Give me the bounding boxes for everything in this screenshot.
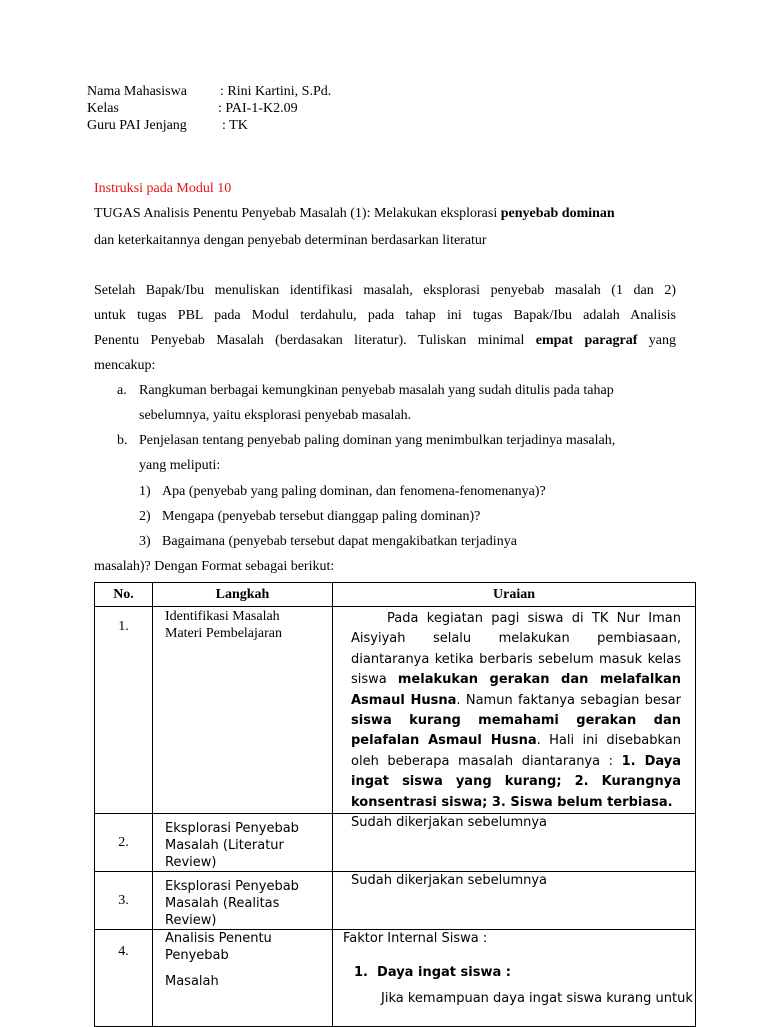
row-2-langkah — [153, 814, 333, 872]
list-a-line-1: Rangkuman berbagai kemungkinan penyebab masalah yang sudah ditulis pada tahap — [139, 383, 614, 398]
tugas-line-2: dan keterkaitannya dengan penyebab determinan berdasarkan literatur — [94, 233, 487, 248]
row-2-uraian — [333, 814, 696, 872]
table-header-row — [95, 583, 696, 607]
row-4-langkah — [153, 930, 333, 1027]
sub-1-text: Apa (penyebab yang paling dominan, dan fenomena-fenomenanya)? — [162, 484, 546, 499]
row-4-uraian-item — [343, 964, 695, 981]
tugas-line-1-bold: penyebab dominan — [500, 206, 615, 221]
table-row — [95, 872, 696, 930]
paragraph-line-3 — [94, 332, 676, 349]
row-3-langkah-line-1: Eksplorasi Penyebab — [165, 879, 299, 895]
row-4-uraian — [333, 930, 696, 1027]
row-3-no-text: 3. — [118, 892, 129, 908]
list-b-marker: b. — [117, 433, 128, 448]
paragraph-line-3-text: Penentu Penyebab Masalah (berdasakan literatur). Tuliskan minimal — [94, 333, 536, 348]
row-2-langkah-line-1: Eksplorasi Penyebab — [165, 821, 299, 837]
list-b-line-1: Penjelasan tentang penyebab paling dominan yang menimbulkan terjadinya masalah, — [139, 433, 616, 448]
row-1-uraian — [333, 607, 696, 814]
list-a-line-2: sebelumnya, yaitu eksplorasi penyebab masalah. — [139, 408, 412, 423]
row-1-uraian-text-2: . Namun faktanya sebagian besar — [456, 692, 681, 708]
row-3-no — [95, 872, 153, 930]
row-3-langkah-line-3: Review) — [165, 913, 217, 929]
row-4-no — [95, 930, 153, 1027]
row-3-langkah-line-2: Masalah (Realitas — [165, 896, 280, 912]
row-3-uraian — [333, 872, 696, 930]
row-1-uraian-bold-2: siswa kurang memahami gerakan dan pelafalan Asmaul Husna — [351, 713, 681, 749]
row-2-uraian-text: Sudah dikerjakan sebelumnya — [351, 815, 548, 831]
row-1-no — [95, 607, 153, 814]
row-1-uraian-bold-1: melakukan gerakan dan melafalkan Asmaul Husna — [351, 672, 682, 708]
row-4-langkah-line-2: Masalah — [165, 974, 219, 990]
row-1-uraian-bold-3: 1. Daya ingat siswa yang kurang; 2. Kurangnya konsentrasi siswa; 3. Siswa belum terbiasa. — [351, 753, 682, 810]
paragraph-line-3-bold: empat paragraf — [535, 333, 638, 348]
row-4-uraian-item-text: Daya ingat siswa : — [377, 965, 511, 981]
row-4-uraian-item-marker: 1. — [354, 965, 368, 981]
guru-label: Guru PAI Jenjang — [87, 118, 187, 133]
guru-value: : TK — [222, 118, 248, 133]
nama-value: : Rini Kartini, S.Pd. — [220, 84, 332, 99]
row-1-uraian-paragraph — [351, 609, 681, 813]
sub-3-marker: 3) — [139, 534, 151, 549]
row-1-uraian-text-3: . Hali ini disebabkan oleh beberapa masalah diantaranya : — [351, 733, 681, 769]
kelas-label: Kelas — [87, 101, 119, 116]
tugas-line-1-text: TUGAS Analisis Penentu Penyebab Masalah (1): Melakukan eksplorasi — [94, 206, 501, 221]
row-2-langkah-line-3: Review) — [165, 855, 217, 871]
header-langkah: Langkah — [153, 583, 333, 607]
list-b-line-2: yang meliputi: — [139, 458, 221, 473]
header-no: No. — [95, 583, 153, 607]
header-uraian: Uraian — [333, 583, 696, 607]
nama-label: Nama Mahasiswa — [87, 84, 187, 99]
paragraph-line-4: mencakup: — [94, 358, 156, 373]
row-1-langkah-line-1: Identifikasi Masalah — [165, 609, 280, 624]
table-row — [95, 607, 696, 814]
row-3-langkah — [153, 872, 333, 930]
sub-2-marker: 2) — [139, 509, 151, 524]
row-2-no — [95, 814, 153, 872]
table-row — [95, 930, 696, 1027]
row-4-langkah-line-1: Analisis Penentu Penyebab — [165, 931, 272, 964]
instruksi-title: Instruksi pada Modul 10 — [94, 181, 232, 196]
tugas-table — [94, 582, 696, 1027]
row-1-langkah — [153, 607, 333, 814]
paragraph-line-1: Setelah Bapak/Ibu menuliskan identifikasi masalah, eksplorasi penyebab masalah (1 dan 2) — [94, 283, 676, 298]
tugas-line-1 — [94, 205, 676, 222]
row-1-uraian-text-1: Pada kegiatan pagi siswa di TK Nur Iman Aisyiyah selalu melakukan pembiasaan, diantaranya ketika berbaris sebelum masuk kelas siswa — [351, 611, 681, 688]
row-2-langkah-line-2: Masalah (Literatur — [165, 838, 284, 854]
row-4-uraian-heading: Faktor Internal Siswa : — [343, 931, 488, 947]
sub-1-marker: 1) — [139, 484, 151, 499]
row-1-langkah-line-2: Materi Pembelajaran — [165, 626, 283, 641]
list-tail: masalah)? Dengan Format sebagai berikut: — [94, 559, 335, 574]
row-4-no-text: 4. — [118, 944, 129, 960]
row-4-uraian-last: Jika kemampuan daya ingat siswa kurang untuk — [381, 991, 693, 1007]
list-a-marker: a. — [117, 383, 127, 398]
paragraph-line-2: untuk tugas PBL pada Modul terdahulu, pada tahap ini tugas Bapak/Ibu adalah Analisis — [94, 308, 676, 323]
sub-2-text: Mengapa (penyebab tersebut dianggap paling dominan)? — [162, 509, 481, 524]
sub-3-text: Bagaimana (penyebab tersebut dapat mengakibatkan terjadinya — [162, 534, 517, 549]
row-2-no-text: 2. — [118, 834, 129, 850]
paragraph-line-3-tail: yang — [637, 333, 676, 348]
row-1-no-text: 1. — [118, 619, 129, 634]
kelas-value: : PAI-1-K2.09 — [218, 101, 298, 116]
table-row — [95, 814, 696, 872]
row-3-uraian-text: Sudah dikerjakan sebelumnya — [351, 873, 548, 889]
